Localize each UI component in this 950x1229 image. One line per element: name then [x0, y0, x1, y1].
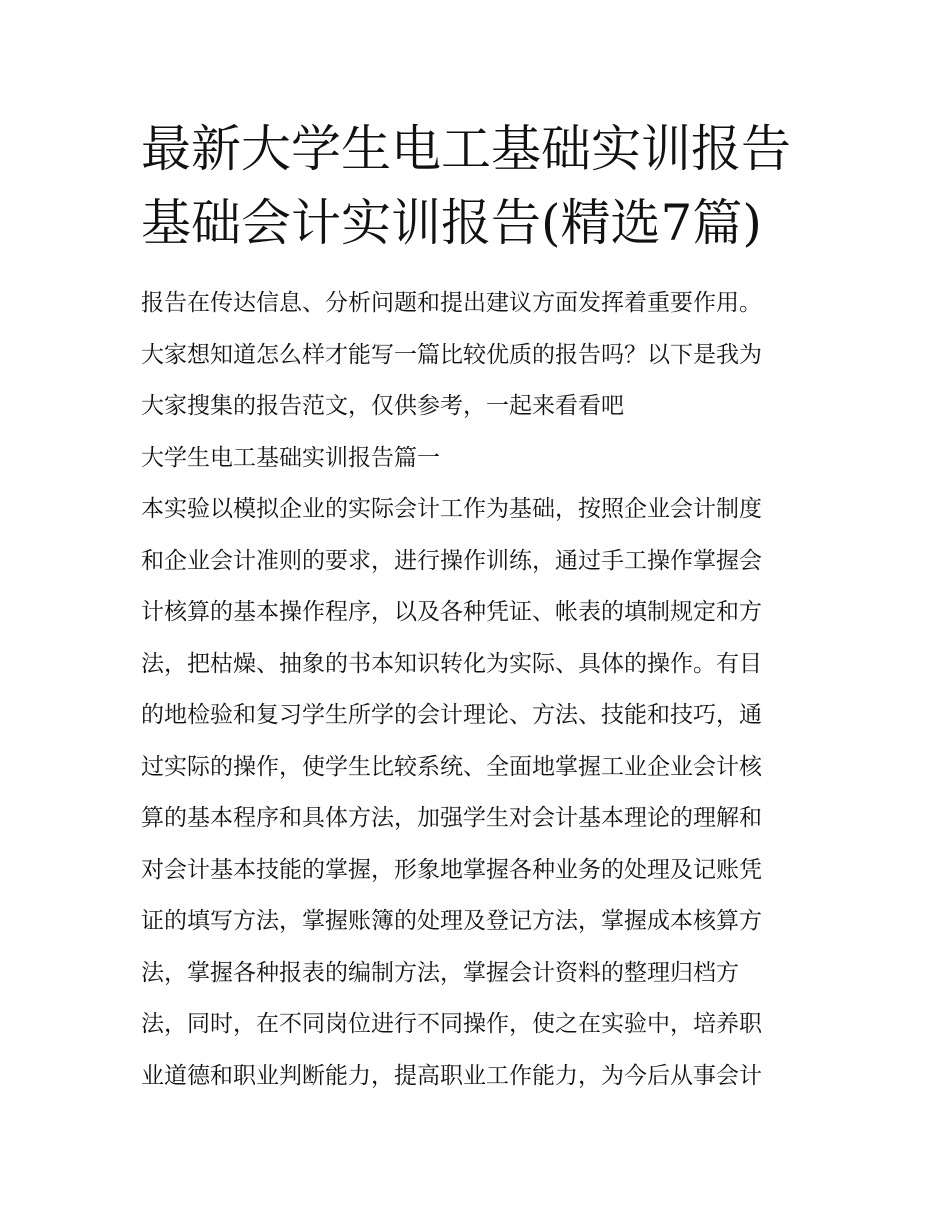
body-line-8: 对会计基本技能的掌握，形象地掌握各种业务的处理及记账凭 — [141, 856, 762, 883]
section-heading: 大学生电工基础实训报告篇一 — [141, 444, 440, 471]
body-line-7: 算的基本程序和具体方法，加强学生对会计基本理论的理解和 — [141, 805, 762, 831]
body-line-4: 法，把枯燥、抽象的书本知识转化为实际、具体的操作。有目 — [141, 650, 762, 677]
body-line-5: 的地检验和复习学生所学的会计理论、方法、技能和技巧，通 — [141, 702, 762, 728]
body-line-3: 计核算的基本操作程序，以及各种凭证、帐表的填制规定和方 — [141, 599, 762, 625]
body-line-11: 法，同时，在不同岗位进行不同操作，使之在实验中，培养职 — [141, 1011, 762, 1037]
document-body — [141, 278, 821, 1102]
title-line-2: 基础会计实训报告(精选7篇) — [141, 194, 762, 252]
body-line-2: 和企业会计准则的要求，进行操作训练，通过手工操作掌握会 — [141, 547, 762, 574]
body-line-10: 法，掌握各种报表的编制方法，掌握会计资料的整理归档方 — [141, 959, 739, 986]
body-line-12: 业道德和职业判断能力，提高职业工作能力，为今后从事会计 — [141, 1062, 762, 1089]
intro-line-2: 大家想知道怎么样才能写一篇比较优质的报告吗？以下是我为 — [141, 341, 762, 368]
title-line-1: 最新大学生电工基础实训报告 — [141, 120, 791, 178]
body-line-9: 证的填写方法，掌握账簿的处理及登记方法，掌握成本核算方 — [141, 908, 762, 934]
intro-line-1: 报告在传达信息、分析问题和提出建议方面发挥着重要作用。 — [141, 290, 762, 316]
body-line-6: 过实际的操作，使学生比较系统、全面地掌握工业企业会计核 — [141, 753, 762, 780]
document-title — [141, 112, 821, 260]
intro-line-3: 大家搜集的报告范文，仅供参考，一起来看看吧 — [141, 393, 624, 419]
body-line-1: 本实验以模拟企业的实际会计工作为基础，按照企业会计制度 — [141, 496, 762, 522]
